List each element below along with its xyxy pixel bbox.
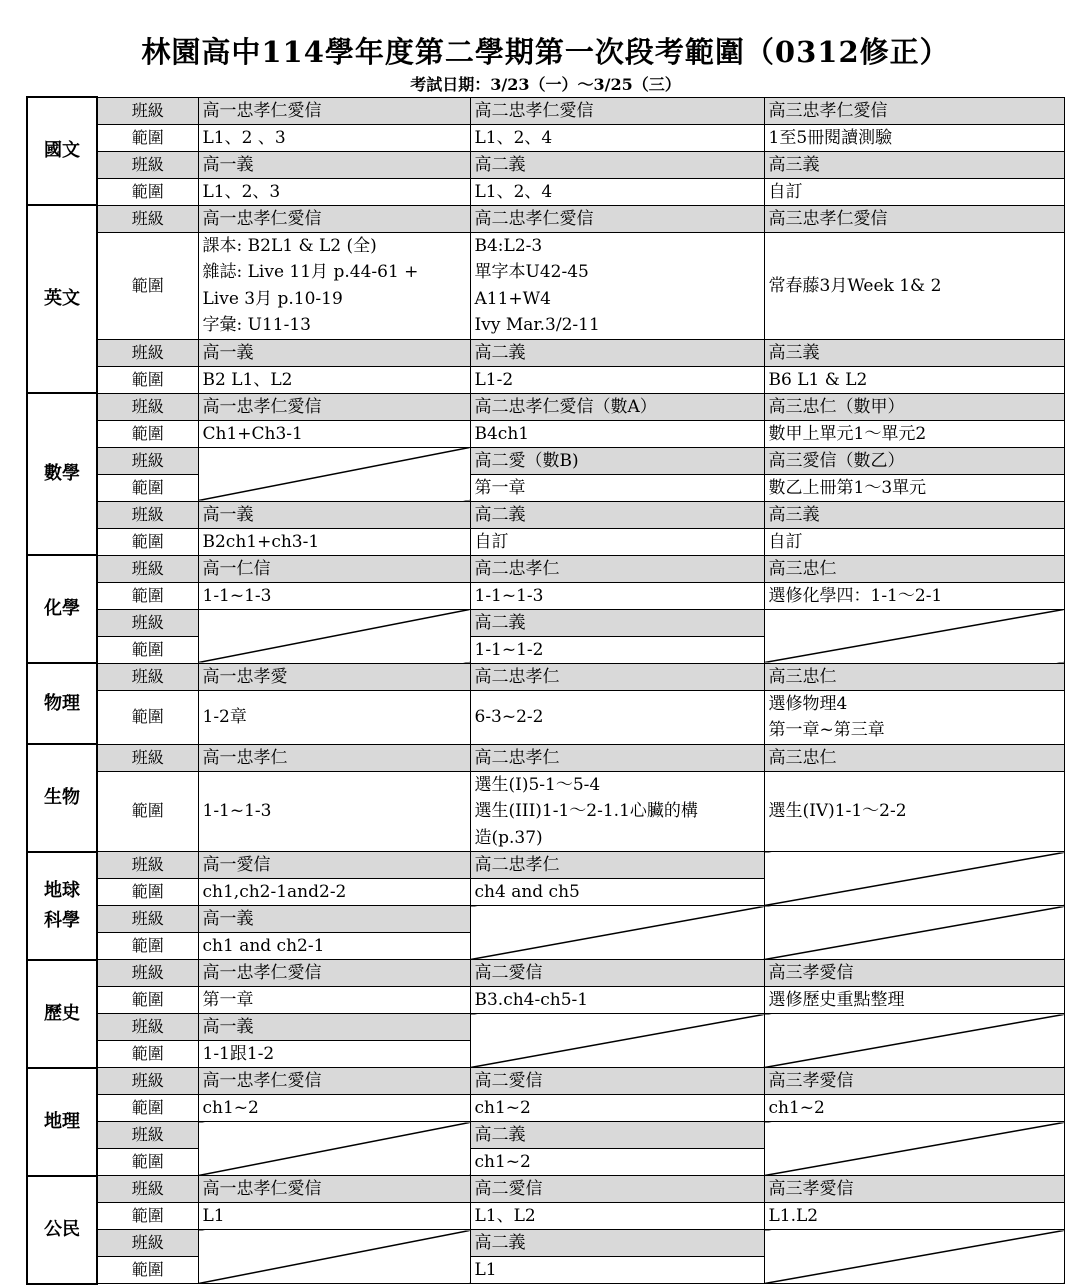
empty-slash-cell: [764, 1014, 1064, 1068]
class-label: 班級: [97, 1014, 198, 1041]
class-cell: 高一忠孝仁愛信: [198, 97, 470, 124]
range-cell: [198, 232, 470, 339]
table-row: [27, 124, 1064, 151]
class-cell: 高一忠孝仁愛信: [198, 1176, 470, 1203]
class-cell: 高一義: [198, 906, 470, 933]
subject-math: 數學: [27, 393, 97, 555]
range-cell: L1: [470, 1257, 764, 1284]
table-row: [27, 663, 1064, 690]
class-cell: 高三忠孝仁愛信: [764, 97, 1064, 124]
class-cell: 高二義: [470, 339, 764, 366]
empty-slash-cell: [764, 1122, 1064, 1176]
range-line: 雜誌: Live 11月 p.44-61 +: [202, 262, 419, 282]
table-row: [27, 151, 1064, 178]
range-cell: 1-1~1-3: [470, 582, 764, 609]
range-cell: 數甲上單元1～單元2: [764, 420, 1064, 447]
range-label: 範圍: [97, 1257, 198, 1284]
range-label: 範圍: [97, 636, 198, 663]
class-cell: 高三義: [764, 501, 1064, 528]
range-cell: L1、L2: [470, 1203, 764, 1230]
empty-slash-cell: [198, 1230, 470, 1284]
empty-slash-cell: [198, 447, 470, 501]
subject-chinese: 國文: [27, 97, 97, 205]
range-label: 範圍: [97, 771, 198, 852]
table-row: [27, 1068, 1064, 1095]
class-cell: 高一忠孝仁愛信: [198, 1068, 470, 1095]
range-cell: 1-1~1-2: [470, 636, 764, 663]
range-label: 範圍: [97, 690, 198, 744]
table-row: [27, 474, 1064, 501]
range-cell: 1-2章: [198, 690, 470, 744]
range-cell: 選修化學四：1-1～2-1: [764, 582, 1064, 609]
table-row: [27, 528, 1064, 555]
class-cell: 高二義: [470, 501, 764, 528]
range-cell: ch1~2: [470, 1149, 764, 1176]
range-cell: 第一章: [470, 474, 764, 501]
range-cell: L1.L2: [764, 1203, 1064, 1230]
class-label: 班級: [97, 663, 198, 690]
range-line: 選修物理4: [768, 693, 848, 714]
table-row: [27, 555, 1064, 582]
table-row: [27, 987, 1064, 1014]
class-cell: 高一義: [198, 1014, 470, 1041]
empty-slash-cell: [764, 609, 1064, 663]
table-row: [27, 1176, 1064, 1203]
class-cell: 高二忠孝仁: [470, 852, 764, 879]
range-cell: 1至5冊閱讀測驗: [764, 124, 1064, 151]
range-cell: 數乙上冊第1～3單元: [764, 474, 1064, 501]
class-label: 班級: [97, 501, 198, 528]
range-cell: B3.ch4-ch5-1: [470, 987, 764, 1014]
range-label: 範圍: [97, 1095, 198, 1122]
empty-slash-cell: [198, 609, 470, 663]
table-row: [27, 178, 1064, 205]
subject-chemistry: 化學: [27, 555, 97, 663]
table-row: [27, 1122, 1064, 1149]
range-label: 範圍: [97, 124, 198, 151]
range-cell: 自訂: [470, 528, 764, 555]
range-cell: 自訂: [764, 178, 1064, 205]
table-row: [27, 97, 1064, 124]
subject-english: 英文: [27, 205, 97, 393]
class-cell: 高一義: [198, 501, 470, 528]
table-row: [27, 582, 1064, 609]
range-cell: 1-1~1-3: [198, 582, 470, 609]
range-cell: 常春藤3月Week 1& 2: [764, 232, 1064, 339]
table-row: [27, 1014, 1064, 1041]
class-label: 班級: [97, 205, 198, 232]
table-row: [27, 205, 1064, 232]
empty-slash-cell: [764, 1230, 1064, 1284]
range-cell: ch1~2: [470, 1095, 764, 1122]
class-cell: 高一仁信: [198, 555, 470, 582]
table-row: [27, 447, 1064, 474]
empty-slash-cell: [198, 1122, 470, 1176]
table-row: [27, 366, 1064, 393]
range-label: 範圍: [97, 879, 198, 906]
class-cell: 高三忠仁（數甲）: [764, 393, 1064, 420]
range-cell: 6-3~2-2: [470, 690, 764, 744]
class-cell: 高三忠孝仁愛信: [764, 205, 1064, 232]
class-cell: 高二忠孝仁: [470, 663, 764, 690]
range-cell: ch1 and ch2-1: [198, 933, 470, 960]
range-cell: L1: [198, 1203, 470, 1230]
range-cell: 選生(IV)1-1～2-2: [764, 771, 1064, 852]
range-line: 課本: B2L1 & L2 (全): [202, 235, 377, 256]
class-cell: 高三愛信（數乙）: [764, 447, 1064, 474]
range-cell: L1、2、4: [470, 124, 764, 151]
table-row: [27, 690, 1064, 744]
class-label: 班級: [97, 447, 198, 474]
class-cell: 高二義: [470, 151, 764, 178]
class-label: 班級: [97, 1068, 198, 1095]
range-label: 範圍: [97, 582, 198, 609]
range-cell: ch1~2: [198, 1095, 470, 1122]
subject-geography: 地理: [27, 1068, 97, 1176]
class-cell: 高二愛（數B): [470, 447, 764, 474]
subject-civics: 公民: [27, 1176, 97, 1284]
range-line: 造(p.37): [474, 827, 543, 848]
class-cell: 高二忠孝仁: [470, 744, 764, 771]
class-label: 班級: [97, 744, 198, 771]
range-label: 範圍: [97, 1041, 198, 1068]
subject-biology: 生物: [27, 744, 97, 852]
empty-slash-cell: [764, 906, 1064, 960]
table-row: [27, 339, 1064, 366]
class-label: 班級: [97, 151, 198, 178]
range-cell: B2 L1、L2: [198, 366, 470, 393]
range-label: 範圍: [97, 933, 198, 960]
range-cell: 1-1~1-3: [198, 771, 470, 852]
subject-physics: 物理: [27, 663, 97, 744]
table-row: [27, 393, 1064, 420]
class-label: 班級: [97, 1176, 198, 1203]
range-cell: [470, 771, 764, 852]
class-cell: 高一忠孝仁愛信: [198, 205, 470, 232]
subject-history: 歷史: [27, 960, 97, 1068]
range-cell: B6 L1 & L2: [764, 366, 1064, 393]
class-cell: 高三義: [764, 339, 1064, 366]
range-line: Live 3月 p.10-19: [202, 288, 343, 309]
empty-slash-cell: [764, 852, 1064, 906]
range-label: 範圍: [97, 232, 198, 339]
class-cell: 高三忠仁: [764, 663, 1064, 690]
class-cell: 高二忠孝仁愛信: [470, 205, 764, 232]
table-row: [27, 232, 1064, 339]
class-cell: 高三忠仁: [764, 555, 1064, 582]
class-cell: 高二義: [470, 1230, 764, 1257]
table-row: [27, 906, 1064, 933]
class-cell: 高一忠孝仁愛信: [198, 960, 470, 987]
class-cell: 高二忠孝仁: [470, 555, 764, 582]
table-row: [27, 1203, 1064, 1230]
range-cell: [470, 232, 764, 339]
class-label: 班級: [97, 906, 198, 933]
range-label: 範圍: [97, 1203, 198, 1230]
class-cell: 高三孝愛信: [764, 1068, 1064, 1095]
class-label: 班級: [97, 609, 198, 636]
class-cell: 高二愛信: [470, 1068, 764, 1095]
table-row: [27, 960, 1064, 987]
table-row: [27, 1230, 1064, 1257]
subject-earth-science: [27, 852, 97, 960]
class-cell: 高一愛信: [198, 852, 470, 879]
range-cell: L1、2、3: [198, 178, 470, 205]
table-row: [27, 1095, 1064, 1122]
range-label: 範圍: [97, 178, 198, 205]
class-cell: 高二愛信: [470, 960, 764, 987]
range-line: B4:L2-3: [474, 235, 543, 256]
range-line: 選生(III)1-1～2-1.1心臟的構: [474, 801, 698, 821]
class-label: 班級: [97, 339, 198, 366]
range-label: 範圍: [97, 528, 198, 555]
subject-earth-science-label: 地球科學: [44, 879, 80, 931]
table-row: [27, 771, 1064, 852]
range-label: 範圍: [97, 420, 198, 447]
class-cell: 高一忠孝仁: [198, 744, 470, 771]
range-cell: B2ch1+ch3-1: [198, 528, 470, 555]
range-label: 範圍: [97, 1149, 198, 1176]
range-cell: ch4 and ch5: [470, 879, 764, 906]
class-cell: 高二愛信: [470, 1176, 764, 1203]
range-cell: 第一章: [198, 987, 470, 1014]
exam-range-table: [26, 96, 1065, 1285]
range-cell: [764, 690, 1064, 744]
range-cell: L1、2、4: [470, 178, 764, 205]
range-cell: 選修歷史重點整理: [764, 987, 1064, 1014]
class-label: 班級: [97, 1122, 198, 1149]
range-label: 範圍: [97, 987, 198, 1014]
table-row: [27, 609, 1064, 636]
class-label: 班級: [97, 555, 198, 582]
range-cell: L1、2 、3: [198, 124, 470, 151]
class-cell: 高三忠仁: [764, 744, 1064, 771]
range-line: 選生(I)5-1～5-4: [474, 774, 601, 795]
class-cell: 高三義: [764, 151, 1064, 178]
table-row: [27, 744, 1064, 771]
table-row: [27, 420, 1064, 447]
range-line: 字彙: U11-13: [202, 315, 311, 335]
class-cell: 高一義: [198, 339, 470, 366]
range-line: 第一章~第三章: [768, 720, 885, 740]
range-label: 範圍: [97, 366, 198, 393]
range-cell: L1-2: [470, 366, 764, 393]
range-cell: 1-1跟1-2: [198, 1041, 470, 1068]
range-label: 範圍: [97, 474, 198, 501]
empty-slash-cell: [470, 1014, 764, 1068]
range-cell: ch1,ch2-1and2-2: [198, 879, 470, 906]
class-cell: 高二忠孝仁愛信: [470, 97, 764, 124]
class-label: 班級: [97, 1230, 198, 1257]
class-label: 班級: [97, 97, 198, 124]
range-line: Ivy Mar.3/2-11: [474, 315, 600, 335]
class-cell: 高一忠孝仁愛信: [198, 393, 470, 420]
class-cell: 高二義: [470, 1122, 764, 1149]
exam-dates: 考試日期：3/23（一）～3/25（三）: [410, 75, 681, 94]
class-label: 班級: [97, 960, 198, 987]
range-line: A11+W4: [474, 288, 551, 309]
range-cell: B4ch1: [470, 420, 764, 447]
class-cell: 高三孝愛信: [764, 1176, 1064, 1203]
table-row: [27, 501, 1064, 528]
class-label: 班級: [97, 852, 198, 879]
range-cell: 自訂: [764, 528, 1064, 555]
empty-slash-cell: [470, 906, 764, 960]
range-cell: Ch1+Ch3-1: [198, 420, 470, 447]
class-cell: 高一忠孝愛: [198, 663, 470, 690]
table-row: [27, 852, 1064, 879]
page-title: 林園高中114學年度第二學期第一次段考範圍（0312修正）: [141, 35, 950, 69]
class-label: 班級: [97, 393, 198, 420]
range-line: 單字本U42-45: [474, 262, 589, 282]
class-cell: 高二忠孝仁愛信（數A）: [470, 393, 764, 420]
range-cell: ch1~2: [764, 1095, 1064, 1122]
class-cell: 高一義: [198, 151, 470, 178]
class-cell: 高二義: [470, 609, 764, 636]
class-cell: 高三孝愛信: [764, 960, 1064, 987]
